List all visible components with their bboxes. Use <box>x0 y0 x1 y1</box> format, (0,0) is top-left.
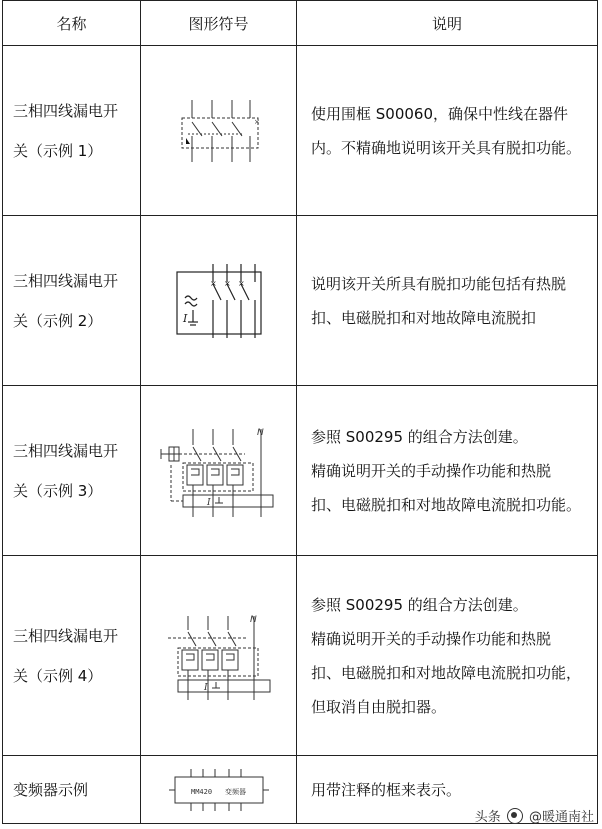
rcd-symbol-1 <box>174 96 264 166</box>
table-row <box>3 216 598 386</box>
current-label: I <box>182 311 187 325</box>
vfd-symbol <box>169 767 269 813</box>
rcd-symbol-3 <box>157 425 281 517</box>
table-row <box>3 556 598 756</box>
row-name: 三相四线漏电开 关（示例 1） <box>3 46 141 216</box>
row-description: 参照 S00295 的组合方法创建。 精确说明开关的手动操作功能和热脱 扣、电磁脱扣和对地故障电流脱扣功能， 但取消自由脱扣器。 <box>297 556 598 756</box>
neutral-label: N <box>256 427 264 438</box>
row-description: 用带注释的框来表示。 <box>297 756 598 824</box>
rcd-symbol-2 <box>171 262 267 340</box>
header-description: 说明 <box>297 1 598 46</box>
row-symbol <box>141 556 297 756</box>
svg-text:×: × <box>223 278 231 288</box>
svg-text:×: × <box>253 117 260 126</box>
header-name: 名称 <box>3 1 141 46</box>
table-row <box>3 386 598 556</box>
svg-text:×: × <box>237 278 245 288</box>
header-row <box>3 1 598 46</box>
row-symbol <box>141 46 297 216</box>
watermark: 头条 @暖通南社 <box>474 809 594 825</box>
header-symbol: 图形符号 <box>141 1 297 46</box>
symbol-table <box>2 0 598 824</box>
row-symbol <box>141 386 297 556</box>
row-name: 三相四线漏电开 关（示例 4） <box>3 556 141 756</box>
row-description: 说明该开关所具有脱扣功能包括有热脱 扣、电磁脱扣和对地故障电流脱扣 <box>297 216 598 386</box>
vfd-name-label: 变频器 <box>224 787 246 796</box>
vfd-model-label: MM420 <box>190 787 212 796</box>
svg-text:×: × <box>209 278 217 288</box>
row-name: 三相四线漏电开 关（示例 2） <box>3 216 141 386</box>
current-label: I <box>203 682 208 693</box>
current-label: I <box>206 497 211 508</box>
row-symbol <box>141 216 297 386</box>
row-description: 使用围框 S00060，确保中性线在器件 内。不精确地说明该开关具有脱扣功能。 <box>297 46 598 216</box>
table-row <box>3 46 598 216</box>
neutral-label: N <box>249 614 257 625</box>
row-symbol <box>141 756 297 824</box>
toutiao-logo-icon <box>507 808 523 824</box>
row-description: 参照 S00295 的组合方法创建。 精确说明开关的手动操作功能和热脱 扣、电磁脱扣和对地故障电流脱扣功能。 <box>297 386 598 556</box>
row-name: 变频器示例 <box>3 756 141 824</box>
rcd-symbol-4 <box>164 612 274 700</box>
row-name: 三相四线漏电开 关（示例 3） <box>3 386 141 556</box>
